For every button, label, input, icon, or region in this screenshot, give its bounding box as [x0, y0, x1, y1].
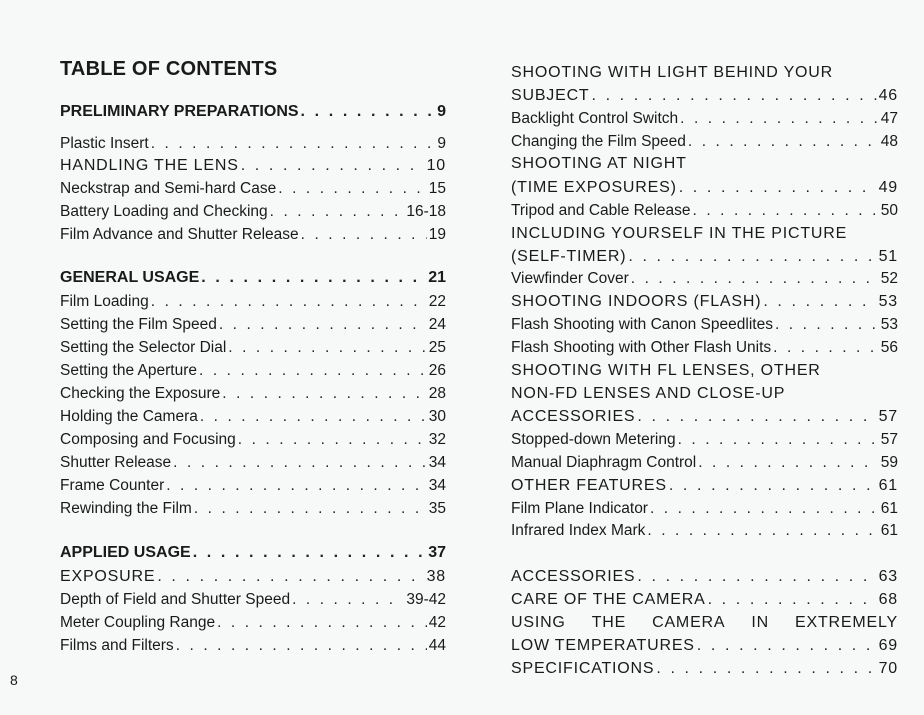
toc-entry: Neckstrap and Semi-hard Case . . . 15 [60, 178, 446, 200]
toc-entry: CARE OF THE CAMERA . . . 68 [511, 589, 898, 611]
toc-entry: Plastic Insert . . . 9 [60, 133, 446, 155]
toc-heading-line: INCLUDING YOURSELF IN THE PICTURE [511, 225, 848, 242]
toc-entry: Composing and Focusing . . . 32 [60, 429, 446, 451]
toc-entry: Checking the Exposure . . . 28 [60, 383, 446, 405]
toc-entry: SHOOTING INDOORS (FLASH) . . . 53 [511, 291, 898, 313]
toc-entry: ACCESSORIES . . . 63 [511, 566, 898, 588]
toc-entry: GENERAL USAGE . . . 21 [60, 267, 446, 289]
toc-entry: Backlight Control Switch . . . 47 [511, 108, 898, 130]
heading-word: CAMERA [652, 614, 726, 631]
toc-entry: Changing the Film Speed . . . 48 [511, 131, 898, 153]
toc-entry: Viewfinder Cover . . . 52 [511, 268, 898, 290]
toc-heading-line: NON-FD LENSES AND CLOSE-UP [511, 385, 786, 402]
heading-word: EXTREMELY [795, 614, 898, 631]
toc-entry: Setting the Film Speed . . . 24 [60, 314, 446, 336]
toc-entry: APPLIED USAGE . . . 37 [60, 542, 446, 564]
toc-entry: Frame Counter . . . 34 [60, 475, 446, 497]
heading-word: THE [591, 614, 627, 631]
toc-entry: Manual Diaphragm Control . . . 59 [511, 452, 898, 474]
toc-entry: ACCESSORIES . . . 57 [511, 406, 898, 428]
toc-entry: (TIME EXPOSURES) . . . 49 [511, 177, 898, 199]
toc-entry: Depth of Field and Shutter Speed . . . 39-42 [60, 589, 446, 611]
toc-heading-line: SHOOTING AT NIGHT [511, 155, 687, 172]
toc-entry: Battery Loading and Checking . . . 16-18 [60, 201, 446, 223]
toc-entry: Film Loading . . . 22 [60, 291, 446, 313]
toc-entry: Shutter Release . . . 34 [60, 452, 446, 474]
toc-entry: Setting the Aperture . . . 26 [60, 360, 446, 382]
toc-entry: OTHER FEATURES . . . 61 [511, 475, 898, 497]
page-number: 8 [10, 672, 18, 688]
toc-entry: Setting the Selector Dial . . . 25 [60, 337, 446, 359]
heading-word: USING [511, 614, 566, 631]
toc-entry: EXPOSURE . . . 38 [60, 566, 446, 588]
toc-entry: LOW TEMPERATURES . . . 69 [511, 635, 898, 657]
toc-entry: Flash Shooting with Other Flash Units . . . 56 [511, 337, 898, 359]
toc-heading-line: SHOOTING WITH FL LENSES, OTHER [511, 362, 821, 379]
toc-entry: PRELIMINARY PREPARATIONS . . . 9 [60, 101, 446, 123]
toc-entry: Films and Filters . . . 44 [60, 635, 446, 657]
toc-entry: Flash Shooting with Canon Speedlites . . . 53 [511, 314, 898, 336]
toc-entry: Stopped-down Metering . . . 57 [511, 429, 898, 451]
toc-entry: (SELF-TIMER) . . . 51 [511, 246, 898, 268]
toc-entry: Rewinding the Film . . . 35 [60, 498, 446, 520]
toc-entry: SUBJECT . . . 46 [511, 85, 898, 107]
toc-entry: SPECIFICATIONS . . . 70 [511, 658, 898, 680]
toc-entry: Meter Coupling Range . . . 42 [60, 612, 446, 634]
toc-entry: HANDLING THE LENS . . . 10 [60, 155, 446, 177]
toc-heading-line: SHOOTING WITH LIGHT BEHIND YOUR [511, 64, 834, 81]
toc-entry: Film Plane Indicator . . . 61 [511, 498, 898, 520]
heading-word: IN [751, 614, 769, 631]
page-title: TABLE OF CONTENTS [60, 58, 278, 80]
toc-entry: Infrared Index Mark . . . 61 [511, 520, 898, 542]
toc-heading-line [511, 612, 898, 634]
toc-entry: Tripod and Cable Release . . . 50 [511, 200, 898, 222]
toc-entry: Film Advance and Shutter Release . . . 19 [60, 224, 446, 246]
toc-entry: Holding the Camera . . . 30 [60, 406, 446, 428]
